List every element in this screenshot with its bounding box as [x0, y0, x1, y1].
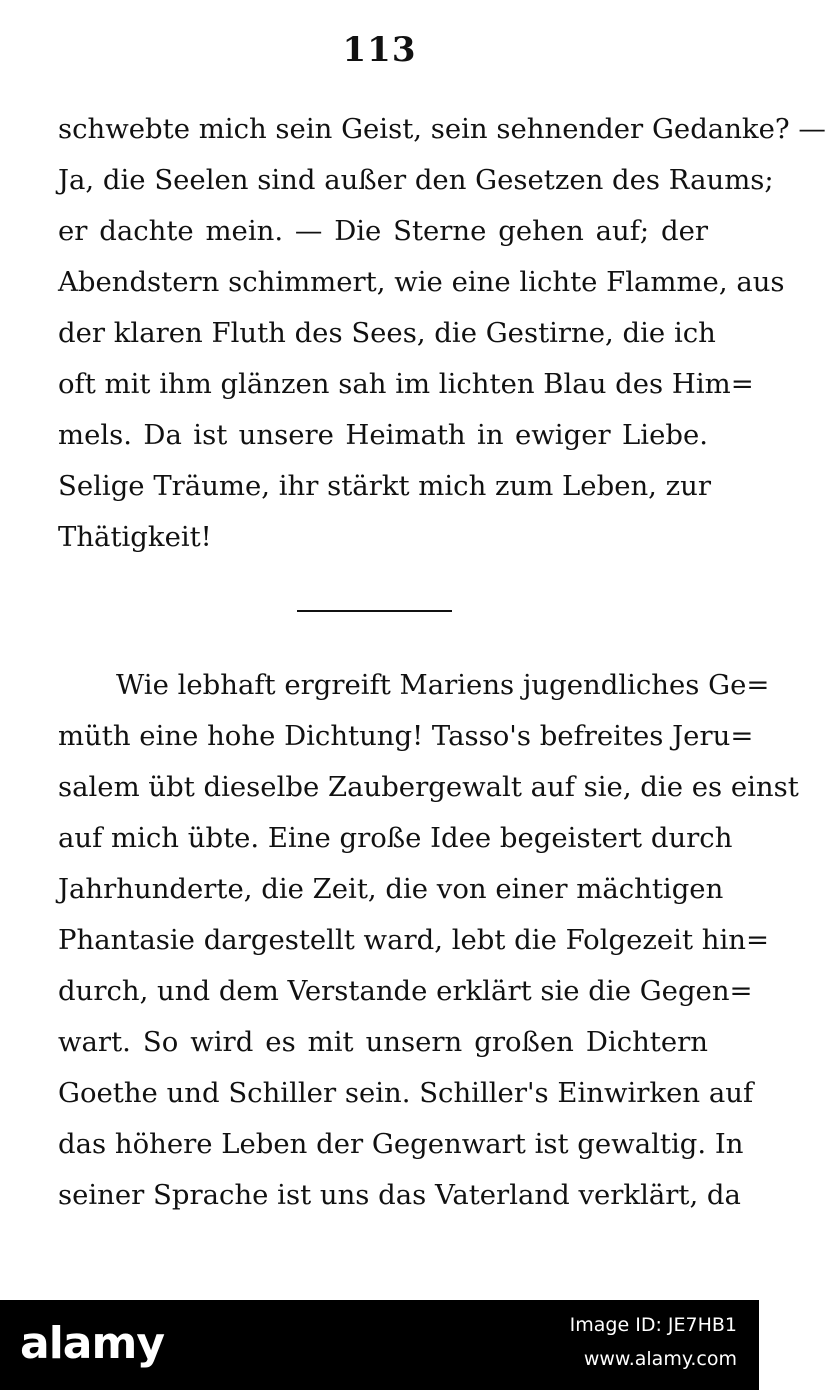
text-line: mels. Da ist unsere Heimath in ewiger Liebe. — [58, 419, 708, 451]
text-line: er dachte mein. — Die Sterne gehen auf; der — [58, 215, 708, 247]
text-line: Phantasie dargestellt ward, lebt die Folgezeit hin= — [58, 924, 769, 956]
text-line: Ja, die Seelen sind außer den Gesetzen des Raums; — [58, 164, 774, 196]
paragraph-1 — [58, 104, 826, 563]
text-line: das höhere Leben der Gegenwart ist gewaltig. In — [58, 1128, 744, 1160]
text-line: Wie lebhaft ergreift Mariens jugendliches Ge= — [116, 669, 770, 701]
page-number: 113 — [342, 30, 417, 70]
text-line: Thätigkeit! — [58, 521, 212, 553]
section-divider — [297, 610, 452, 612]
text-line: Selige Träume, ihr stärkt mich zum Leben, zur — [58, 470, 712, 502]
text-line: müth eine hohe Dichtung! Tasso's befreites Jeru= — [58, 720, 754, 752]
text-line: der klaren Fluth des Sees, die Gestirne, die ich — [58, 317, 716, 349]
text-line: auf mich übte. Eine große Idee begeistert durch — [58, 822, 733, 854]
text-line: seiner Sprache ist uns das Vaterland verklärt, da — [58, 1179, 741, 1211]
text-line: Abendstern schimmert, wie eine lichte Flamme, aus — [58, 266, 785, 298]
watermark-bar — [0, 1300, 759, 1390]
text-line: wart. So wird es mit unsern großen Dichtern — [58, 1026, 708, 1058]
text-line: durch, und dem Verstande erklärt sie die Gegen= — [58, 975, 753, 1007]
paragraph-2 — [58, 660, 799, 1221]
text-line: salem übt dieselbe Zaubergewalt auf sie, die es einst — [58, 771, 799, 803]
text-line: Jahrhunderte, die Zeit, die von einer mächtigen — [58, 873, 724, 905]
watermark-image-id: Image ID: JE7HB1 — [569, 1314, 737, 1336]
watermark-url: www.alamy.com — [583, 1348, 737, 1370]
watermark-logo: alamy — [20, 1318, 164, 1369]
text-line: schwebte mich sein Geist, sein sehnender Gedanke? — — [58, 113, 826, 145]
text-line: Goethe und Schiller sein. Schiller's Einwirken auf — [58, 1077, 754, 1109]
text-line: oft mit ihm glänzen sah im lichten Blau des Him= — [58, 368, 754, 400]
